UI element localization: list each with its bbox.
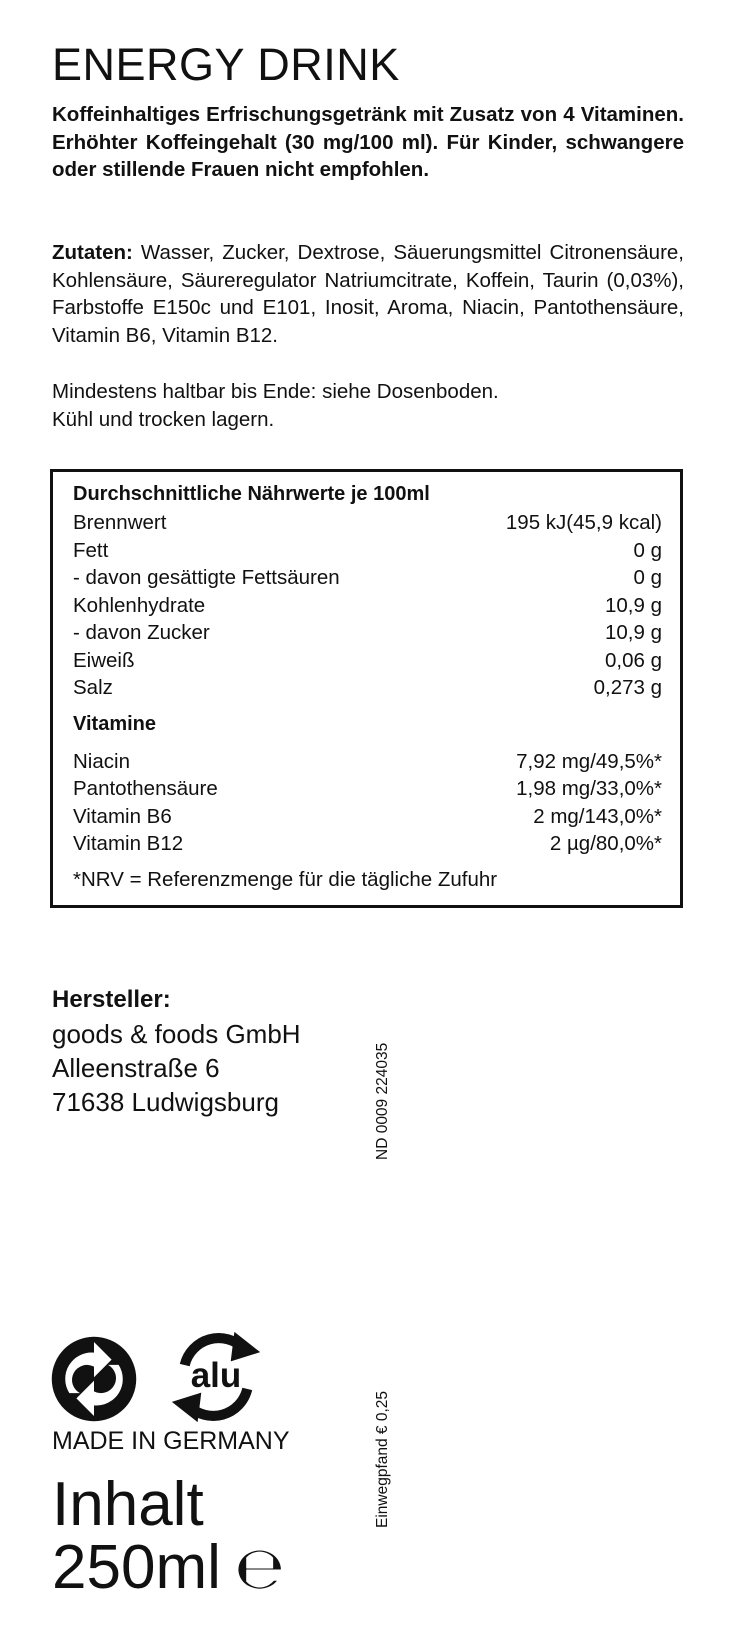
vitamin-value: 7,92 mg/49,5%* — [516, 749, 662, 773]
nutrition-row — [73, 674, 662, 702]
manufacturer-name: goods & foods GmbH — [52, 1019, 301, 1049]
alu-text: alu — [190, 1356, 242, 1396]
nutrition-row — [73, 509, 662, 537]
green-dot-icon — [50, 1335, 138, 1423]
vitamin-label: Pantothensäure — [73, 777, 218, 800]
alu-recycling-icon — [170, 1328, 262, 1426]
nutrition-row — [73, 619, 662, 647]
nutrition-row — [73, 647, 662, 675]
nutrition-row — [73, 564, 662, 592]
nutrient-value: 0 g — [633, 538, 662, 562]
deposit-info: Einwegpfand € 0,25 — [374, 1390, 391, 1528]
storage-instructions: Kühl und trocken lagern. — [52, 408, 275, 431]
nutrition-table — [50, 469, 683, 908]
manufacturer-block — [52, 983, 301, 1119]
nutrient-label: Eiweiß — [73, 648, 135, 672]
nutrient-label: Fett — [73, 538, 109, 562]
ingredients-text: Wasser, Zucker, Dextrose, Säuerungsmittel Citronensäure, Kohlensäure, Säureregulator Natriumcitrate, Koffein, Taurin (0,03%), Farbstoffe E150c und E101, Inosit, Aroma, Niacin, Pantothensäure, Vitamin B6, Vitamin B12. — [52, 241, 684, 347]
nutrient-label: Salz — [73, 676, 113, 699]
storage-info — [52, 378, 499, 434]
nutrient-label: - davon Zucker — [73, 621, 210, 644]
nutrient-value: 195 kJ(45,9 kcal) — [505, 511, 662, 534]
nutrient-value: 10,9 g — [605, 621, 662, 644]
vitamin-row — [73, 830, 662, 858]
nutrition-header: Durchschnittliche Nährwerte je 100ml — [73, 483, 430, 505]
content-volume: 250ml — [52, 1533, 221, 1602]
vitamin-label: Vitamin B6 — [73, 804, 172, 828]
product-title: ENERGY DRINK — [52, 39, 400, 90]
best-before-text: Mindestens haltbar bis Ende: siehe Dosenboden. — [52, 380, 499, 403]
nutrient-value: 10,9 g — [605, 593, 662, 617]
vitamin-row — [73, 775, 662, 803]
vitamin-value: 2 µg/80,0%* — [549, 832, 662, 855]
vitamin-label: Vitamin B12 — [73, 832, 184, 855]
nutrient-label: Brennwert — [73, 511, 167, 534]
nutrient-value: 0,273 g — [593, 676, 662, 699]
article-code: ND 0009 224035 — [374, 1042, 391, 1160]
made-in-germany: MADE IN GERMANY — [52, 1427, 290, 1455]
vitamins-header: Vitamine — [73, 712, 156, 735]
nutrition-row — [73, 537, 662, 565]
nutrient-label: Kohlenhydrate — [73, 593, 206, 617]
vitamin-row — [73, 803, 662, 831]
ingredients-label: Zutaten: — [52, 241, 133, 264]
nutrient-value: 0 g — [633, 566, 662, 589]
nutrient-value: 0,06 g — [605, 648, 662, 672]
content-label: Inhalt — [52, 1470, 204, 1539]
manufacturer-city: 71638 Ludwigsburg — [52, 1087, 279, 1117]
nrv-footnote: *NRV = Referenzmenge für die tägliche Zufuhr — [73, 867, 498, 891]
vitamin-label: Niacin — [73, 749, 130, 773]
ingredients-paragraph — [52, 239, 684, 349]
nutrition-row — [73, 592, 662, 620]
vitamin-value: 2 mg/143,0%* — [533, 804, 662, 828]
manufacturer-label: Hersteller: — [52, 986, 171, 1013]
caffeine-warning: Koffeinhaltiges Erfrischungsgetränk mit Zusatz von 4 Vitaminen. Erhöhter Koffeingehalt (30 mg/100 ml). Für Kinder, schwangere oder stillende Frauen nicht empfohlen. — [52, 103, 684, 181]
vitamin-value: 1,98 mg/33,0%* — [516, 777, 662, 800]
manufacturer-street: Alleenstraße 6 — [52, 1053, 220, 1083]
vitamin-row — [73, 748, 662, 776]
estimated-sign-icon: ℮ — [234, 1534, 285, 1602]
nutrient-label: - davon gesättigte Fettsäuren — [73, 566, 340, 589]
content-volume-line — [52, 1533, 285, 1602]
